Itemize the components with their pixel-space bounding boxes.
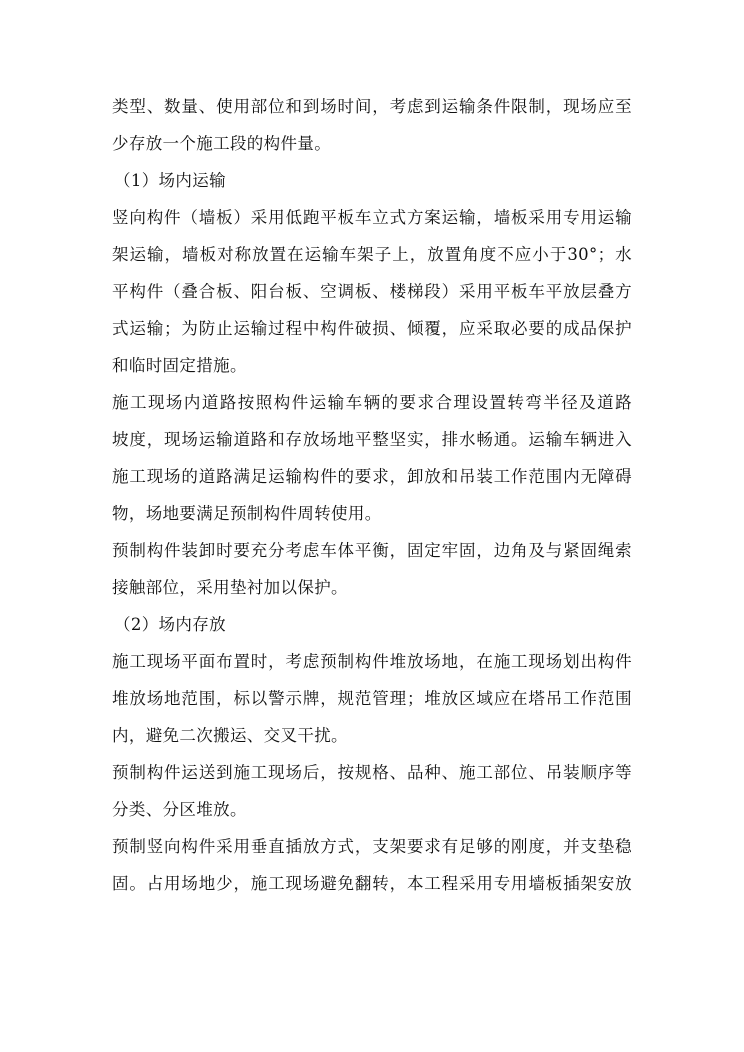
section-heading: （1）场内运输 <box>114 171 226 190</box>
section-heading: （2）场内存放 <box>114 615 226 634</box>
text-line: 坡度，现场运输道路和存放场地平整坚实，排水畅通。运输车辆进入 <box>112 430 632 449</box>
text-line: 堆放场地范围，标以警示牌，规范管理；堆放区域应在塔吊工作范围 <box>112 689 632 708</box>
text-line: 施工现场内道路按照构件运输车辆的要求合理设置转弯半径及道路 <box>112 393 632 412</box>
text-line: 少存放一个施工段的构件量。 <box>112 134 332 153</box>
text-line: 固。占用场地少，施工现场避免翻转，本工程采用专用墙板插架安放 <box>112 874 632 893</box>
text-line: 和临时固定措施。 <box>112 356 247 375</box>
text-line: 施工现场平面布置时，考虑预制构件堆放场地，在施工现场划出构件 <box>112 652 632 671</box>
text-line: 平构件（叠合板、阳台板、空调板、楼梯段）采用平板车平放层叠方 <box>112 282 632 301</box>
text-line: 竖向构件（墙板）采用低跑平板车立式方案运输，墙板采用专用运输 <box>112 208 632 227</box>
text-line: 架运输，墙板对称放置在运输车架子上，放置角度不应小于30°；水 <box>112 245 632 264</box>
text-line: 接触部位，采用垫衬加以保护。 <box>112 578 348 597</box>
text-line: 式运输；为防止运输过程中构件破损、倾覆，应采取必要的成品保护 <box>112 319 632 338</box>
text-line: 施工现场的道路满足运输构件的要求，卸放和吊装工作范围内无障碍 <box>112 467 632 486</box>
text-line: 类型、数量、使用部位和到场时间，考虑到运输条件限制，现场应至 <box>112 97 632 116</box>
text-line: 分类、分区堆放。 <box>112 800 247 819</box>
text-line: 预制竖向构件采用垂直插放方式，支架要求有足够的刚度，并支垫稳 <box>112 837 632 856</box>
text-line: 预制构件装卸时要充分考虑车体平衡，固定牢固，边角及与紧固绳索 <box>112 541 632 560</box>
document-body <box>112 88 632 902</box>
text-line: 内，避免二次搬运、交叉干扰。 <box>112 726 348 745</box>
text-line: 预制构件运送到施工现场后，按规格、品种、施工部位、吊装顺序等 <box>112 763 632 782</box>
text-line: 物，场地要满足预制构件周转使用。 <box>112 504 382 523</box>
